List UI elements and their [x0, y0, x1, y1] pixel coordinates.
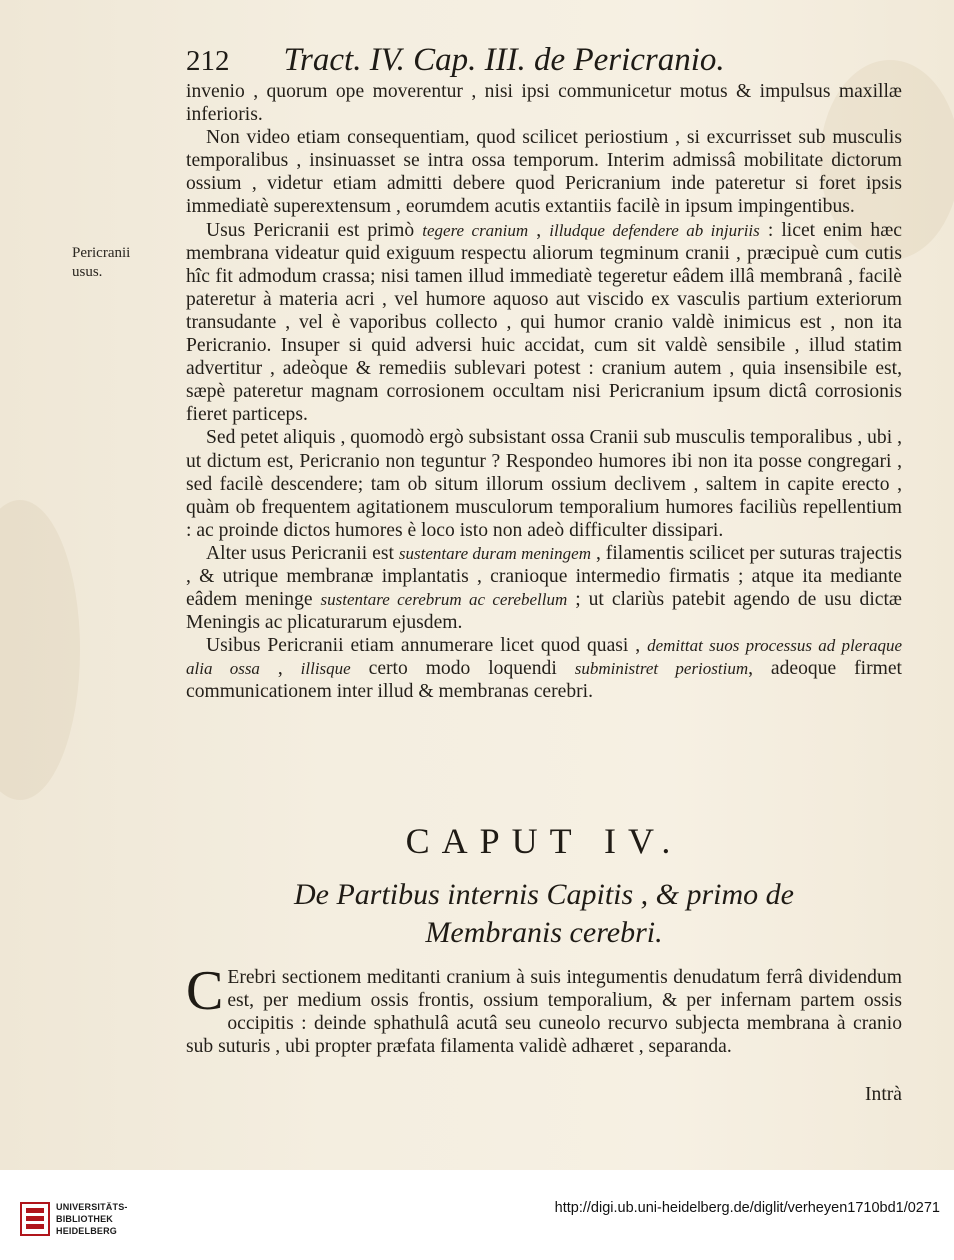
marginal-note-line: Pericranii [72, 245, 131, 261]
chapter-subtitle-line: De Partibus internis Capitis , & primo de [293, 878, 794, 911]
italic-phrase: sustentare duram meningem [398, 543, 591, 563]
paragraph-periostium: Non video etiam consequentiam, quod scilicet periostium , si excurrisset sub musculis temporalibus , insinuasset se intra ossa temporum. Interim admissâ mobilitate dictorum ossium , videtur etiam admitti debere quod Pericranium inde pateretur si foret ipsis immediatè superextensum , eorumdem acutis extantiis facilè in ipsum impingentibus. [186, 127, 902, 218]
italic-phrase: illisque [300, 659, 351, 679]
university-seal-icon [20, 1202, 50, 1236]
library-name: UNIVERSITÄTS- BIBLIOTHEK HEIDELBERG [56, 1202, 128, 1236]
paragraph-continuation: invenio , quorum ope moverentur , nisi ipsi communicetur motus & impulsus maxillæ inferioris. [186, 81, 902, 126]
chapter-opening-paragraph [186, 960, 902, 1058]
drop-cap-initial: C [186, 960, 224, 1022]
library-logo[interactable] [20, 1200, 140, 1240]
body-text-upper [186, 80, 902, 704]
paragraph-usus-alter: Alter usus Pericranii est sustentare duram meningem , filamentis scilicet per suturas trajectis , & utrique membranæ implantatis , cranioque intermedio firmatis ; atque ita mediante eâdem meninge sustentare cerebrum ac cerebellum ; ut clariùs patebit agendo de usu dictæ Meningis ac plicaturarum ejusdem. [186, 542, 902, 634]
italic-phrase: subministret periostium [574, 659, 749, 679]
marginal-note [72, 244, 182, 282]
paragraph-usus-primus: Usus Pericranii est primò tegere cranium , illudque defendere ab injuriis : licet enim hæc membrana videatur quid exiguum respectu aliorum tegminum cranii , præcipuè cum cutis hîc fit admodum crassa; nisi tamen illud immediatè tegeretur eâdem illâ membranâ , facilè pateretur à materia acri , vel humore aquoso aut viscido ex vasculis partium exteriorum transudante , vel è vaporibus collecto , qui humor cranio valdè inimicus est , non ita Pericranio. Insuper si quid adversi huic accidat, cum sit valdè sensibile , illud statim advertitur , adeòque & remediis sublevari potest : cranium autem , quia insensibile est, sæpè pateretur magnam corrosionem occultam nisi Pericranium ipsum dictâ corrosionis fieret particeps. [186, 219, 902, 426]
italic-phrase: illudque defendere ab injuriis [549, 220, 760, 240]
chapter-subtitle [186, 876, 902, 952]
italic-phrase: demittat suos processus ad pleraque alia ossa [186, 636, 902, 679]
chapter-opening-text: Erebri sectionem meditanti cranium à suis integumentis denudatum ferrâ dividendum est, per medium ossis frontis, ossium temporalium, & per infernam partem ossis occipitis : deinde sphathulâ acutâ seu cuneolo recurvo subjecta membrana à cranio sub suturis , ubi propter præfata filamenta validè adhæret , separanda. [186, 967, 902, 1058]
paragraph-objection: Sed petet aliquis , quomodò ergò subsistant ossa Cranii sub musculis temporalibus , ubi , ut dictum est, Pericranio non teguntur ? Respondeo humores ibi non ita posse congregari , sed facilè descendere; tam ob situm illorum ossium declivem , saltem in capite erecto , quàm ob frequentem agitationem musculorum temporalium humores faciliùs repellentium : ac proinde dictos humores è loco isto non adeò difficulter dissipari. [186, 427, 902, 541]
chapter-subtitle-line: Membranis cerebri. [425, 916, 663, 949]
italic-phrase: tegere cranium [422, 220, 529, 240]
running-title: Tract. IV. Cap. III. de Pericranio. [283, 42, 725, 78]
italic-phrase: sustentare cerebrum ac cerebellum [320, 590, 568, 610]
catchword: Intrà [865, 1084, 902, 1105]
marginal-note-line: usus. [72, 264, 103, 280]
paper-stain [0, 500, 80, 800]
page-number: 212 [186, 45, 230, 77]
paragraph-usus-tertius: Usibus Pericranii etiam annumerare licet quod quasi , demittat suos processus ad pleraque alia ossa , illisque certo modo loquendi subministret periostium, adeoque firmet communicationem inter illud & membranas cerebri. [186, 635, 902, 703]
chapter-heading: CAPUT IV. [405, 821, 683, 861]
source-url-link[interactable]: http://digi.ub.uni-heidelberg.de/diglit/verheyen1710bd1/0271 [554, 1200, 940, 1216]
